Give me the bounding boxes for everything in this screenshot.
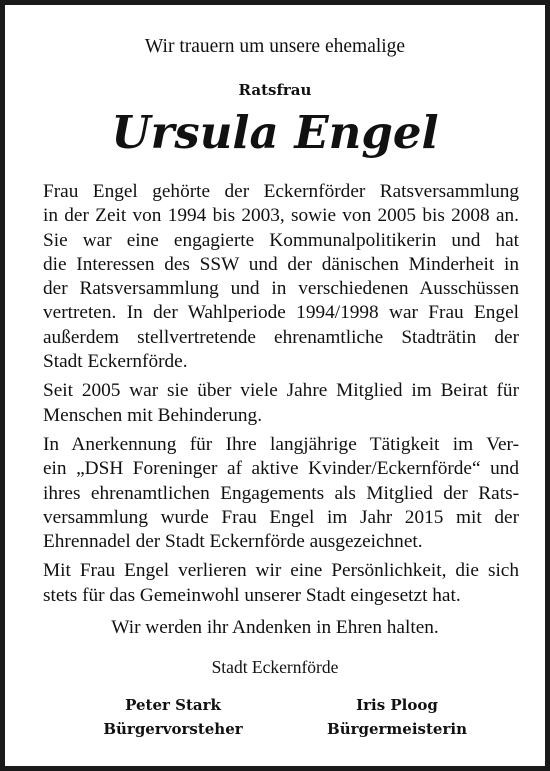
text-line: außerdem stellvertretende ehrenamtliche Stadträtin der <box>43 326 519 348</box>
paragraph-honors <box>43 433 519 554</box>
text-line: Stadt Eckernförde. <box>43 351 188 373</box>
rank-title: Ratsfrau <box>238 81 312 99</box>
text-line: vertreten. In der Wahlperiode 1994/1998 war Frau Engel <box>43 302 519 324</box>
intro-line: Wir trauern um unsere ehemalige <box>144 36 406 57</box>
text-line: Mit Frau Engel verlieren wir eine Persönlichkeit, die sich <box>43 560 519 582</box>
signer-left <box>58 693 288 741</box>
text-line: in der Zeit von 1994 bis 2003, sowie von 2005 bis 2008 an. <box>43 205 519 227</box>
closing-line: Wir werden ihr Andenken in Ehren halten. <box>111 617 439 638</box>
signer-title: Bürgermeisterin <box>327 720 467 738</box>
text-line: ein „DSH Foreninger af aktive Kvinder/Eckernförde“ und <box>43 458 519 480</box>
signer-name: Iris Ploog <box>356 696 438 714</box>
paragraph-farewell <box>43 559 519 608</box>
text-line: versammlung wurde Frau Engel im Jahr 2015 mit der <box>43 506 519 528</box>
text-line: Seit 2005 war sie über viele Jahre Mitglied im Beirat für <box>43 380 519 402</box>
text-line: die Interessen des SSW und der dänischen Minderheit in <box>43 253 519 275</box>
signer-title: Bürgervorsteher <box>103 720 243 738</box>
text-line: In Anerkennung für Ihre langjährige Tätigkeit im Ver- <box>43 433 519 455</box>
deceased-name: Ursula Engel <box>111 106 439 159</box>
text-line: ihres ehrenamtlichen Engagements als Mitglied der Rats- <box>43 482 519 504</box>
paragraph-career <box>43 180 519 374</box>
signer-right <box>282 693 512 741</box>
obituary-body <box>43 180 519 613</box>
text-line: stets für das Gemeinwohl unserer Stadt eingesetzt hat. <box>43 584 461 606</box>
text-line: Menschen mit Behinderung. <box>43 404 263 426</box>
city-name: Stadt Eckernförde <box>211 657 339 677</box>
text-line: Sie war eine engagierte Kommunalpolitikerin und hat <box>43 229 519 251</box>
text-line: Frau Engel gehörte der Eckernförder Ratsversammlung <box>43 181 519 202</box>
text-line: der Ratsversammlung und in verschiedenen Ausschüssen <box>43 278 519 300</box>
signer-name: Peter Stark <box>125 696 221 714</box>
paragraph-advisory-board <box>43 379 519 428</box>
text-line: Ehrennadel der Stadt Eckernförde ausgezeichnet. <box>43 531 423 553</box>
